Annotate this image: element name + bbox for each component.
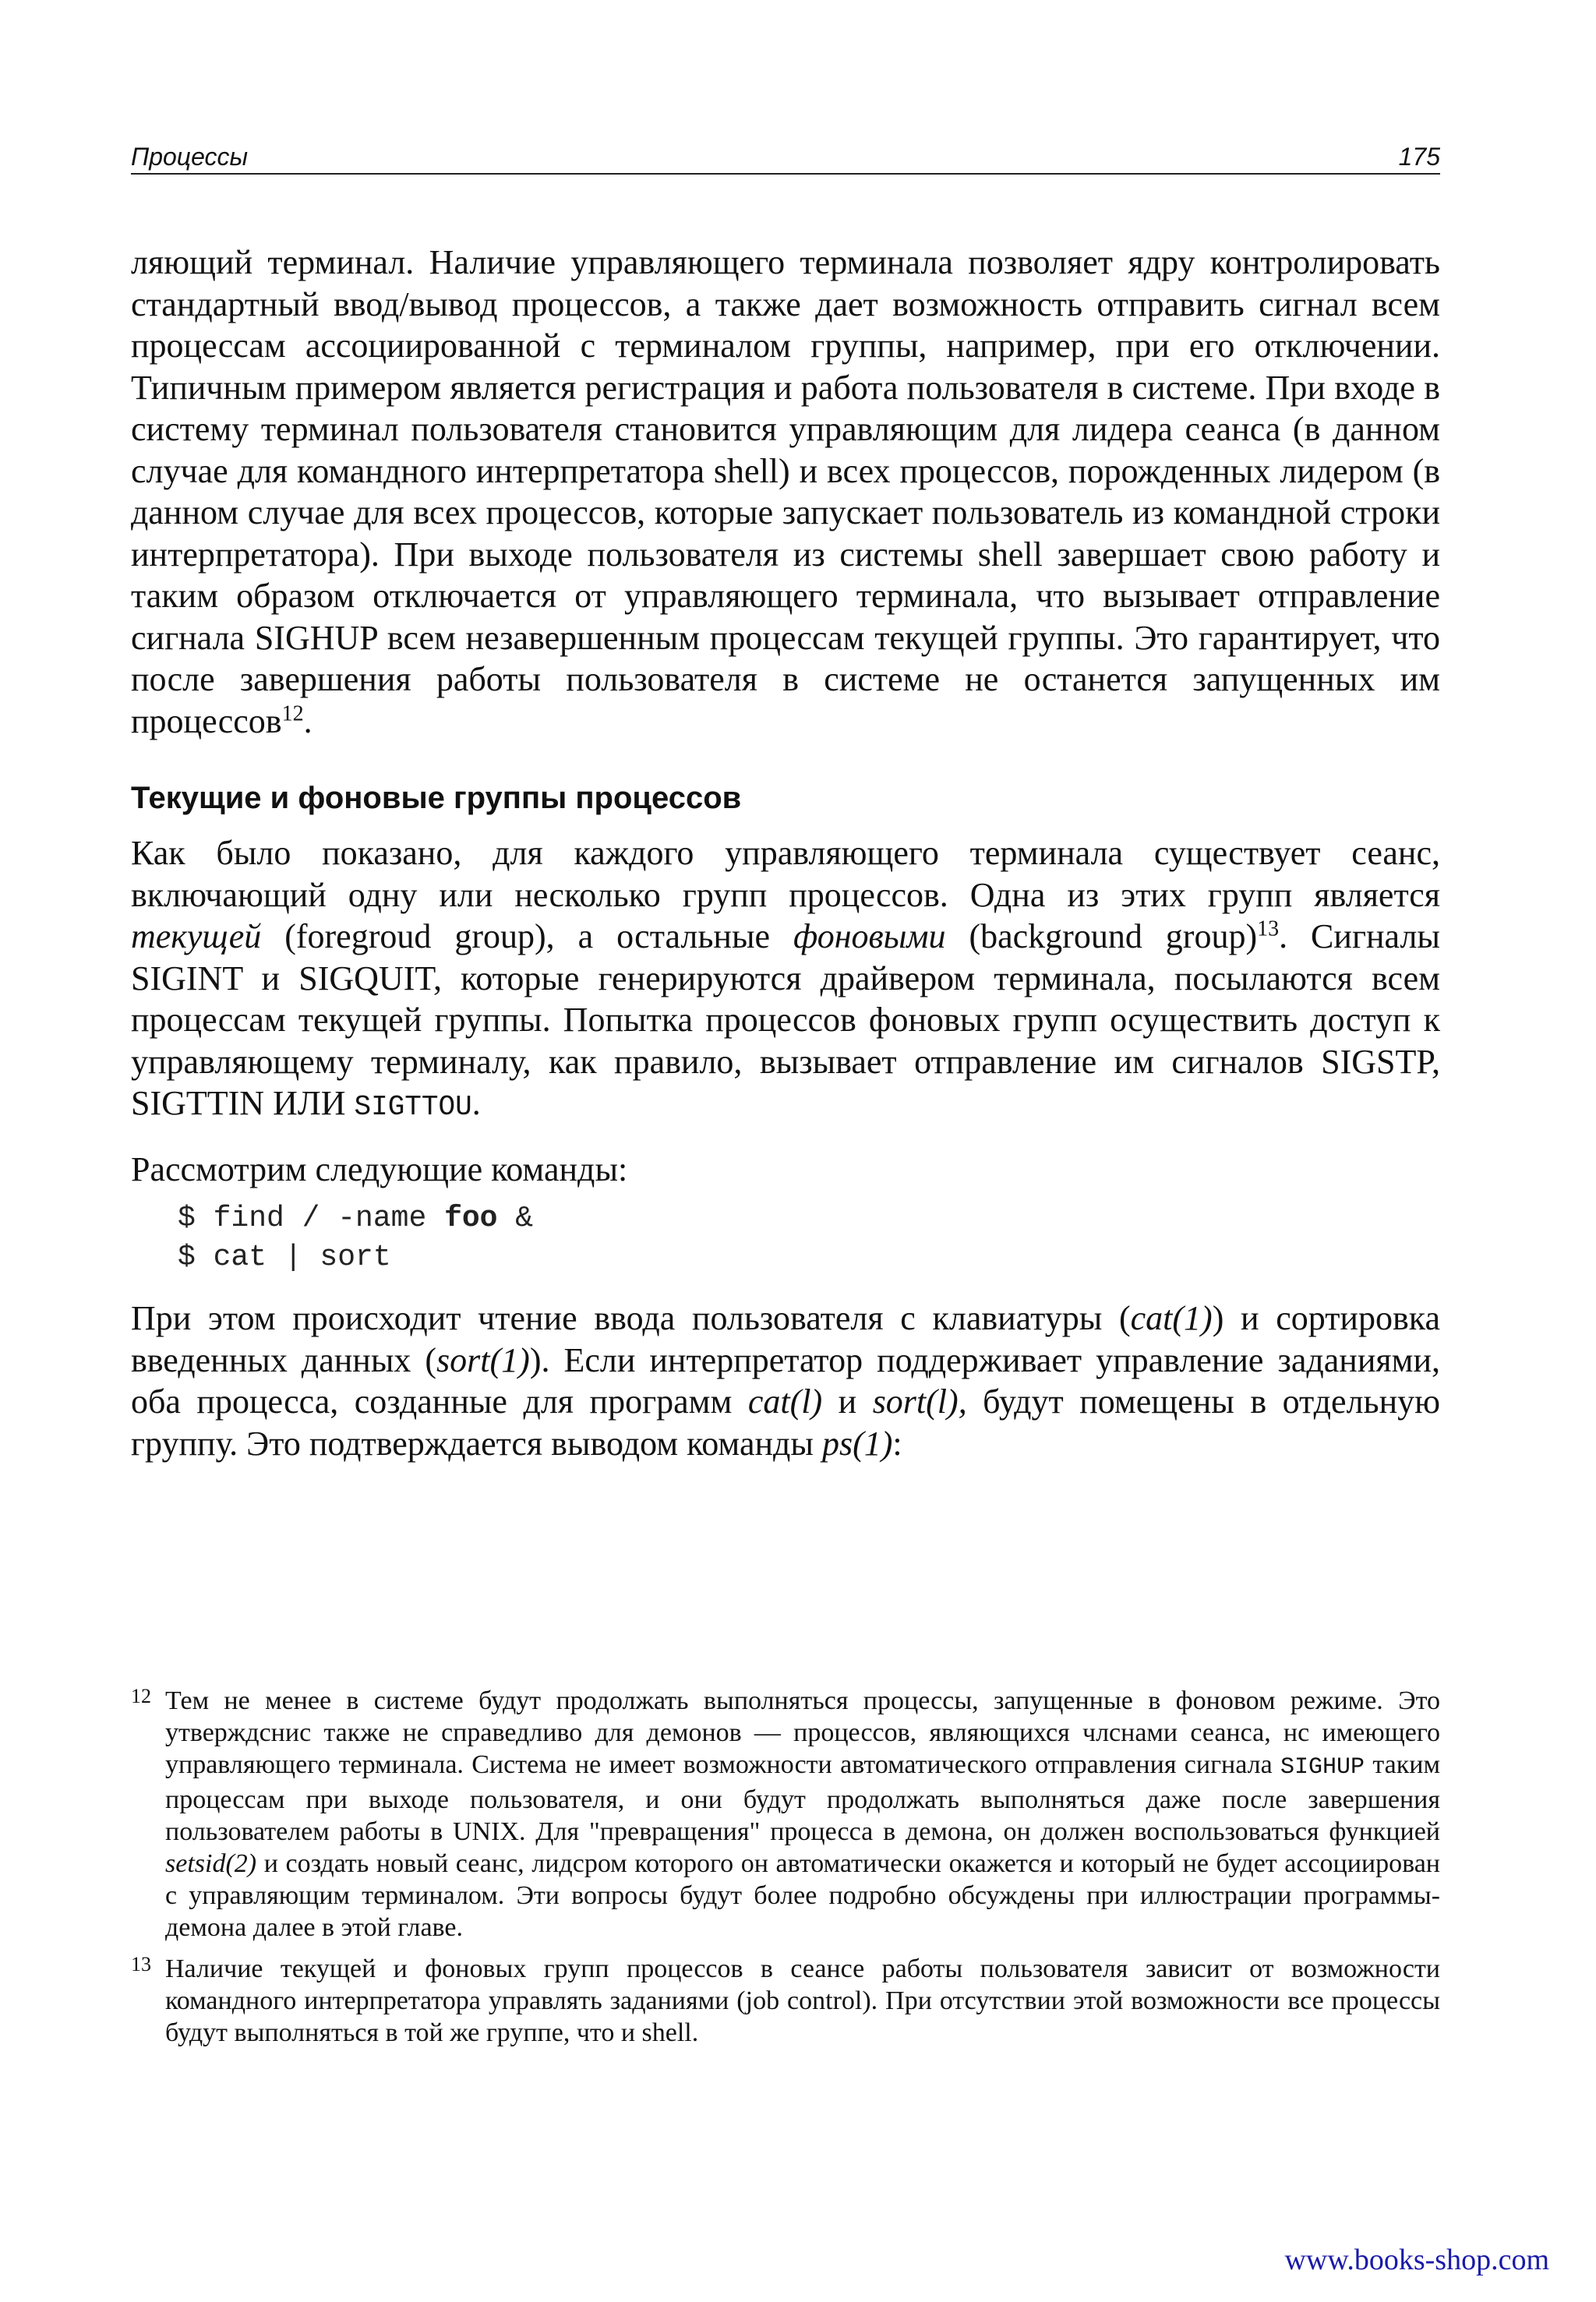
paragraph-3: Рассмотрим следующие команды: (131, 1149, 628, 1188)
running-head-section: Процессы (131, 143, 249, 171)
paragraph-1: ляющий терминал. Наличие управляющего терминала позволяет ядру контролировать стандартный ввод/вывод процессов, а также дает возможность отправить сигнал всем процессам ассоциированной с терминалом группы, например, при его отключении. Типичным примером является регистрация и работа пользователя в системе. При входе в систему терминал пользователя становится управляющим для лидера сеанса (в данном случае для командного интерпретатора shell) и всех процессов, порожденных лидером (в данном случае для всех процессов, которые запускает пользователь из командной строки интерпретатора). При выходе пользователя из системы shell завершает свою работу и таким образом отключается от управляющего терминала, что вызывает отправление сигнала SIGHUP всем незавершенным процессам текущей группы. Это гарантирует, что после завершения работы пользователя в системе не останется запущенных им процессов$^{12}$. (131, 243, 1440, 740)
footnote-number: 13 (131, 1953, 151, 1975)
footnote-12: 12 Тем не менее в системе будут продолжать выполняться процессы, запущенные в фоновом режиме. Это утверждснис также не справедливо для демонов — процессов, являющихся члснами сеанса, нс имеющего управляющего терминала. Система не имеет возможности автоматического отправления сигнала SIGHUP таким процессам при выходе пользователя, и они будут продолжать выполняться даже после завершения пользователем работы в UNIX. Для "превращения" процесса в демона, он должен воспользоваться функцией setsid(2) и создать новый сеанс, лидсром которого он автоматически окажется и который не будет ассоциирован с управляющим терминалом. Эти вопросы будут более подробно обсуждены при иллюстрации программы-демона далее в этой главе. (131, 1685, 1440, 1944)
page-header (131, 140, 1440, 175)
page-number: 175 (1398, 143, 1440, 171)
section-heading: Текущие и фоновые группы процессов (131, 781, 742, 815)
footnote-number: 12 (131, 1685, 151, 1707)
footnotes (131, 1685, 1440, 2058)
footnote-13: 13 Наличие текущей и фоновых групп процессов в сеансе работы пользователя зависит от возможности командного интерпретатора управлять заданиями (job control). При отсутствии этой возможности все процессы будут выполняться в той же группе, что и shell. (131, 1953, 1440, 2049)
code-block: $ find / -name foo & $ cat | sort (178, 1202, 534, 1274)
footnote-ref-12: 12 (281, 701, 304, 726)
footnote-ref-13: 13 (1257, 916, 1280, 941)
main-text (131, 242, 1440, 1464)
paragraph-2: Как было показано, для каждого управляющего терминала существует сеанс, включающий одну или несколько групп процессов. Одна из этих групп является текущей (foregroud group), а остальные фоновыми (background group)$^{13}$. Сигналы SIGINT и SIGQUIT, которые генерируются драйвером терминала, посылаются всем процессам текущей группы. Попытка процессов фоновых групп осуществить доступ к управляющему терминалу, как правило, вызывает отправление им сигналов SIGSTP, SIGTTIN ИЛИ SIGTTOU. (131, 834, 1440, 1123)
site-watermark-link[interactable]: www.books-shop.com (1284, 2244, 1549, 2276)
paragraph-4: При этом происходит чтение ввода пользователя с клавиатуры (cat(1)) и сортировка введенных данных (sort(1)). Если интерпретатор поддерживает управление заданиями, оба процесса, созданные для программ cat(l) и sort(l), будут помещены в отдельную группу. Это подтверждается выводом команды ps(1): (131, 1299, 1441, 1463)
